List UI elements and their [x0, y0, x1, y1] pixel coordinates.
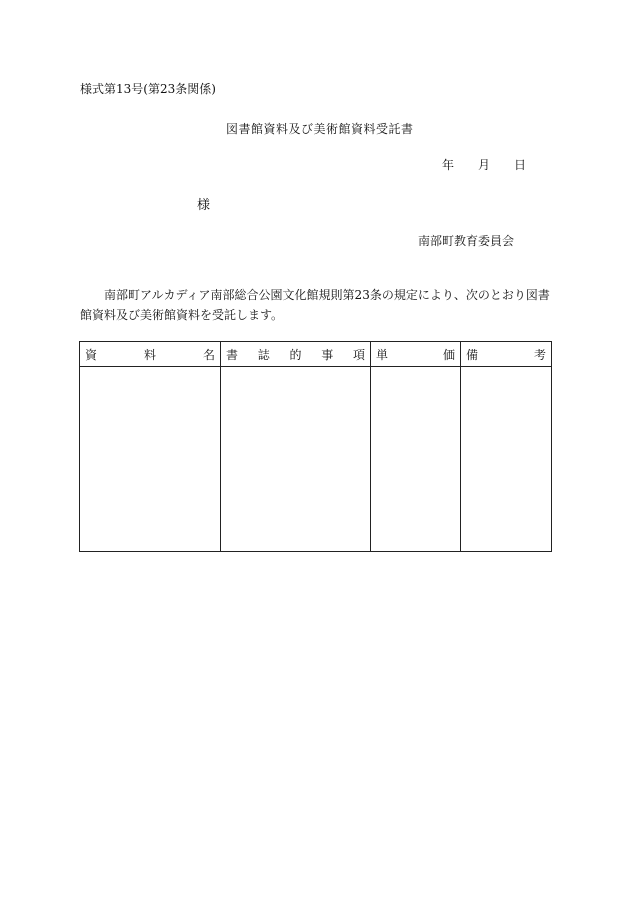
header-char: 価: [442, 347, 455, 362]
header-char: 備: [466, 347, 479, 362]
header-unit-price: [371, 342, 461, 367]
header-char: 名: [202, 347, 215, 362]
header-cell-text: [221, 346, 370, 363]
document-title: 図書館資料及び美術館資料受託書: [226, 122, 414, 136]
header-cell-text: [371, 346, 460, 363]
header-char: 誌: [257, 347, 270, 362]
table-row: [80, 367, 552, 552]
header-char: 事: [321, 347, 334, 362]
header-char: 的: [289, 347, 302, 362]
cell-material-name[interactable]: [80, 367, 221, 552]
header-char: 料: [143, 347, 156, 362]
addressee-honorific: 様: [197, 198, 211, 213]
cell-bibliographic-details[interactable]: [221, 367, 371, 552]
header-cell-text: [461, 346, 551, 363]
header-material-name: [80, 342, 221, 367]
cell-remarks[interactable]: [461, 367, 552, 552]
form-number: 様式第13号(第23条関係): [80, 82, 216, 96]
body-text: 南部町アルカディア南部総合公園文化館規則第23条の規定により、次のとおり図書館資料及び美術館資料を受託します。: [80, 288, 550, 322]
header-remarks: [461, 342, 552, 367]
header-cell-text: [80, 346, 220, 363]
header-char: 資: [85, 347, 98, 362]
date-year-label: 年: [442, 158, 455, 172]
header-char: 単: [376, 347, 389, 362]
date-month-label: 月: [478, 158, 491, 172]
header-char: 考: [533, 347, 546, 362]
header-char: 書: [226, 347, 239, 362]
date-line: [442, 156, 526, 173]
header-char: 項: [352, 347, 365, 362]
issuer-name: 南部町教育委員会: [418, 234, 515, 248]
date-day-label: 日: [514, 158, 527, 172]
consignment-table: [79, 341, 552, 552]
table-header-row: [80, 342, 552, 367]
header-bibliographic-details: [221, 342, 371, 367]
cell-unit-price[interactable]: [371, 367, 461, 552]
